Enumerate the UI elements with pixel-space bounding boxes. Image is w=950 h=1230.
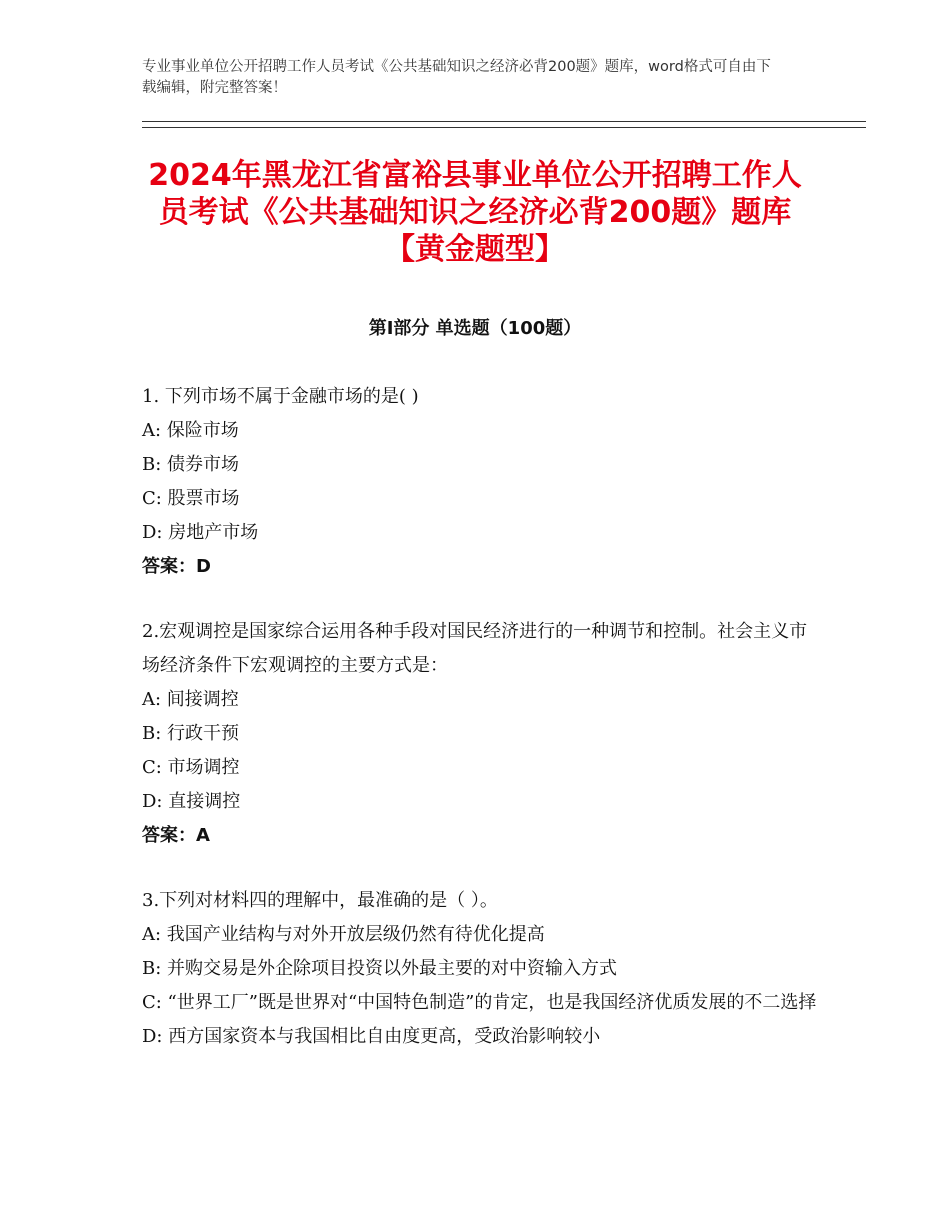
option-a: A: 保险市场 (142, 420, 239, 441)
option-a: A: 间接调控 (142, 689, 239, 710)
option-c: C: “世界工厂”既是世界对“中国特色制造”的肯定，也是我国经济优质发展的不二选择 (142, 992, 817, 1013)
question-stem: 1. 下列市场不属于金融市场的是( ) (142, 386, 419, 407)
question-list (142, 380, 822, 1085)
header-note: 专业事业单位公开招聘工作人员考试《公共基础知识之经济必背200题》题库，word格式可自由下载编辑，附完整答案！ (142, 59, 771, 96)
option-b: B: 并购交易是外企除项目投资以外最主要的对中资输入方式 (142, 958, 618, 979)
question-1 (142, 380, 822, 584)
option-b: B: 债券市场 (142, 454, 240, 475)
question-stem: 3.下列对材料四的理解中，最准确的是（ ）。 (142, 890, 498, 911)
option-d: D: 直接调控 (142, 791, 241, 812)
question-3 (142, 884, 822, 1054)
option-b: B: 行政干预 (142, 723, 240, 744)
option-d: D: 房地产市场 (142, 522, 259, 543)
answer-line: 答案：D (142, 556, 211, 577)
answer-line: 答案：A (142, 825, 210, 846)
document-title: 2024年黑龙江省富裕县事业单位公开招聘工作人员考试《公共基础知识之经济必背200题》题库【黄金题型】 (148, 158, 802, 267)
question-stem: 2.宏观调控是国家综合运用各种手段对国民经济进行的一种调节和控制。社会主义市场经济条件下宏观调控的主要方式是： (142, 621, 808, 676)
option-c: C: 市场调控 (142, 757, 240, 778)
question-2 (142, 615, 822, 853)
option-d: D: 西方国家资本与我国相比自由度更高，受政治影响较小 (142, 1026, 601, 1047)
option-a: A: 我国产业结构与对外开放层级仍然有待优化提高 (142, 924, 545, 945)
option-c: C: 股票市场 (142, 488, 240, 509)
section-heading: 第Ⅰ部分 单选题（100题） (368, 318, 582, 339)
header-divider (142, 121, 866, 128)
